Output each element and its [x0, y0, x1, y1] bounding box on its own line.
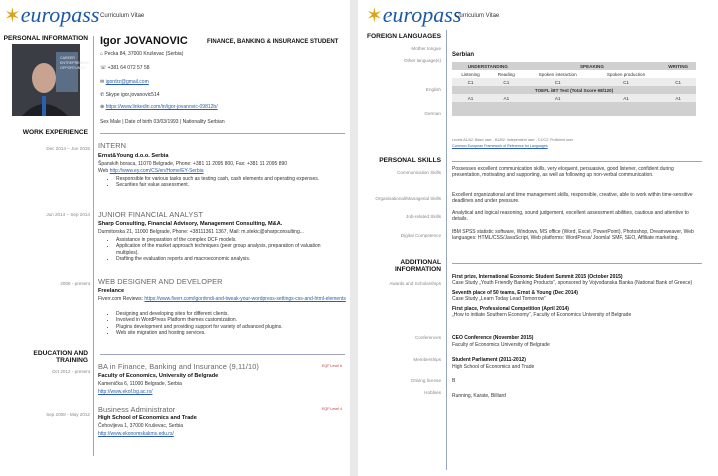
- language-name: English: [425, 87, 441, 92]
- skill-text: IBM SPSS statistic software, Windows, MS office (Word, Excel, PowerPoint), Photoshop, Dreamweaver, Web languages: HTML/CSS/JavaScript, Web platforms: WordPress/ Joomla! SMF, SEO, Affiliate marketing.: [452, 229, 694, 242]
- language-certificate: TOEFL iBT Test (Total Score 98/120): [534, 87, 614, 93]
- group-writing: WRITING: [668, 63, 689, 69]
- europass-logo: [4, 4, 99, 26]
- education-address: Kamenička 6, 11000 Belgrade, Serbia: [98, 381, 182, 387]
- job-duty: • Responsible for various tasks such as testing cash, cash elements and operating expenses.: [116, 176, 338, 182]
- education-date: Sep 2008 - May 2012: [46, 412, 90, 417]
- job-duty: • Securities fair value assessment.: [116, 182, 338, 188]
- europass-stars-icon: ✶: [4, 5, 21, 27]
- job-org: Ernst&Young d.o.o. Serbia: [98, 153, 169, 159]
- awards-list: [452, 274, 702, 318]
- membership-title: Student Parliament (2011-2012): [452, 357, 526, 363]
- website-link[interactable]: https://www.linkedin.com/in/igor-jovanovic-09812b/: [105, 104, 218, 110]
- address-text: Pecka 84, 37000 Kruševac (Serbia): [104, 51, 184, 57]
- subhead-spoken-interaction: Spoken interaction: [538, 71, 577, 77]
- section-work-experience: WORK EXPERIENCE: [22, 129, 88, 136]
- awards-label: Awards and Scholarships: [389, 281, 441, 286]
- job-date: Dec 2014 – Jun 2015: [46, 146, 90, 151]
- job-reviews-label: Fiverr.com Reviews:: [98, 296, 144, 302]
- language-levels-note: Levels A1/A2: Basic user - B1/B2: Independent user - C1/C2: Proficient user: [452, 138, 574, 142]
- skype-icon: ✆: [100, 92, 105, 98]
- award-description: Case Study „Learn Today Lead Tomorrow“: [452, 296, 546, 303]
- email-link[interactable]: igordrz@gmail.com: [105, 79, 149, 85]
- job-duties: [98, 176, 338, 189]
- phone-row: [100, 65, 150, 71]
- address-icon: ⌂: [100, 51, 104, 57]
- job-duty: • Web site migration and hosting services.: [116, 330, 338, 336]
- skill-label: Communication Skills: [397, 170, 441, 175]
- level-cell: C1: [675, 79, 682, 85]
- group-speaking: SPEAKING: [579, 63, 604, 69]
- driving-license-value: B: [452, 378, 456, 384]
- award-title: Seventh place of 50 teams, Ernst & Young (Dec 2014): [452, 289, 578, 296]
- subhead-spoken-production: Spoken production: [606, 71, 646, 77]
- job-web-link[interactable]: http://www.ey.com/CS/en/Home/EY-Serbia: [109, 168, 204, 174]
- education-date: Oct 2012 - present: [51, 369, 90, 374]
- job-address: Durmitorska 21, 11000 Belgrade, Phone: +38111361 1367, Mail: m.stekic@sharpconsulting...: [98, 229, 304, 235]
- job-duty: • Involved in WordPress Platform themes customization.: [116, 317, 338, 323]
- group-understanding: UNDERSTANDING: [467, 63, 508, 69]
- mother-tongue-label: Mother tongue: [411, 46, 441, 51]
- job-duty: • Designing and developing sites for different clients.: [116, 311, 338, 317]
- level-cell: C1: [503, 79, 510, 85]
- level-cell: A1: [675, 95, 681, 101]
- column-rule: [446, 30, 447, 470]
- conference-title: CEO Conference (November 2015): [452, 335, 534, 341]
- other-languages-label: Other language(s): [403, 58, 441, 63]
- education-divider: [100, 354, 345, 355]
- logo-text: europass: [382, 2, 462, 27]
- job-title: WEB DESIGNER AND DEVELOPER: [98, 277, 223, 286]
- skill-text: Possesses excellent communication skills, very eloquent, persuasive, good listener, confident during presentation, motivating and supporting, as well as following up non-verbal communication.: [452, 166, 674, 179]
- membership-description: High School of Economics and Trade: [452, 364, 535, 370]
- person-name: Igor JOVANOVIC: [100, 35, 188, 47]
- job-duties: [98, 237, 338, 263]
- job-org: Sharp Consulting, Financial Advisory, Management Consulting, M&A.: [98, 221, 283, 227]
- level-cell: A1: [503, 95, 510, 101]
- subhead-listening: Listening: [461, 71, 480, 77]
- language-name: German: [424, 111, 441, 116]
- language-certificate: [452, 102, 696, 116]
- eqf-level: EQF Level 4: [322, 407, 342, 411]
- eqf-level: EQF Level 6: [322, 364, 342, 368]
- job-title: JUNIOR FINANCIAL ANALYST: [98, 210, 204, 219]
- driving-license-label: Driving license: [411, 378, 441, 383]
- address-row: [100, 51, 183, 57]
- subhead-writing: [660, 70, 696, 78]
- cv-page-2: [358, 0, 718, 476]
- skill-text: Excellent organizational and time management skills, responsible, creative, able to work within time-sensitive deadlines and under pressure.: [452, 192, 693, 205]
- level-cell: C1: [467, 79, 474, 85]
- level-cell: A1: [554, 95, 561, 101]
- skill-text: Analytical and logical reasoning, sound judgement, excellent assessment abilities, cautious and attentive to details.: [452, 210, 689, 223]
- level-cell: A1: [467, 95, 474, 101]
- skill-label: Digital Competence: [400, 233, 441, 238]
- website-icon: ⊕: [100, 104, 105, 110]
- job-duties: [98, 311, 338, 337]
- job-web-link[interactable]: https://www.fiverr.com/igordrndi-and-tweak-your-wordpress-settings-css-and-html-elements: [144, 296, 346, 302]
- logo-text: europass: [20, 2, 100, 27]
- conference-description: Faculty of Economics University of Belgrade: [452, 342, 550, 348]
- job-date: Jun 2014 – Sep 2014: [46, 212, 90, 217]
- europass-logo: [366, 4, 461, 26]
- additional-divider: [452, 263, 702, 264]
- job-reviews-row: [98, 296, 348, 302]
- education-address: Čehovljeva 1, 37000 Kruševac, Serbia: [98, 423, 184, 429]
- skype-row: [100, 92, 160, 98]
- education-org: Faculty of Economics, University of Belgrade: [98, 373, 219, 379]
- memberships-label: Memberships: [413, 357, 441, 362]
- cv-page-1: [0, 0, 350, 476]
- education-title: BA in Finance, Banking and Insurance (9,11/10): [98, 362, 259, 371]
- job-date: 2006 - present: [60, 281, 90, 286]
- award-title: First place, Professional Competition (April 2014): [452, 305, 569, 312]
- skills-divider: [452, 161, 702, 162]
- section-personal-information: PERSONAL INFORMATION: [3, 35, 88, 42]
- level-cell: C1: [623, 79, 629, 85]
- profile-photo: [12, 44, 90, 116]
- job-title: INTERN: [98, 141, 127, 150]
- cv-label: Curriculum Vitae: [100, 13, 145, 19]
- level-cell: A1: [623, 95, 629, 101]
- section-education: EDUCATION AND TRAINING: [33, 350, 88, 364]
- skype-text: Skype igor.jovanovic514: [105, 92, 160, 98]
- other-language-value: Serbian: [452, 52, 475, 58]
- job-web-label: Web: [98, 168, 109, 174]
- column-rule: [93, 36, 94, 456]
- award-description: Case Study „Youth Friendly Banking Products“, sponsored by Vojvođanska Banka (National Bank of Greece): [452, 280, 693, 287]
- profile-photo-image: [12, 44, 90, 116]
- education-web-link[interactable]: http://www.ekof.bg.ac.rs/: [98, 389, 153, 395]
- page-gutter: [350, 0, 358, 476]
- education-title: Business Administrator: [98, 405, 176, 414]
- cv-label: Curriculum Vitae: [455, 13, 500, 19]
- cefr-link[interactable]: Common European Framework of Reference for Languages: [452, 144, 548, 148]
- section-personal-skills: PERSONAL SKILLS: [379, 157, 441, 164]
- section-additional-information: ADDITIONAL INFORMATION: [394, 259, 441, 273]
- level-cell: C1: [554, 79, 561, 85]
- education-web-link[interactable]: http://www.ekonomskakms.edu.rs/: [98, 431, 174, 437]
- job-duty: • Drafting the evaluation reports and macroeconomic analysis.: [116, 256, 338, 262]
- job-duty: • Plugins development and providing support for variety of advanced plugins.: [116, 324, 338, 330]
- website-row: [100, 104, 218, 110]
- conferences-label: Conferences: [414, 335, 441, 340]
- language-table: [452, 62, 696, 116]
- work-divider: [100, 133, 345, 134]
- skill-label: Job-related Skills: [406, 214, 441, 219]
- award-description: „How to initiate Southern Economy“, Faculty of Economics University of Belgrade: [452, 312, 632, 319]
- phone-text: +381 64 072 57 58: [107, 65, 150, 71]
- skill-label: Organisational/Managerial Skills: [375, 196, 441, 201]
- phone-icon: ☏: [100, 65, 107, 71]
- subhead-reading: Reading: [497, 71, 515, 77]
- hobbies-value: Running, Karate, Billiard: [452, 393, 506, 399]
- email-icon: ✉: [100, 79, 105, 85]
- personal-details: Sex Male | Date of birth 03/03/1993 | Nationality Serbian: [100, 119, 225, 125]
- target-position: FINANCE, BANKING & INSURANCE STUDENT: [207, 39, 339, 45]
- photo-caption: CAREER ENTREPRENEUR OPPORTUNITY: [60, 56, 90, 70]
- education-org: High School of Economics and Trade: [98, 415, 197, 421]
- email-row: [100, 79, 149, 85]
- job-duty: • Application of the market approach techniques (peer group analysis, preparation of valuation multiples).: [116, 243, 338, 256]
- job-duty: • Assistance in preparation of the complex DCF models.: [116, 237, 338, 243]
- hobbies-label: Hobbies: [424, 390, 441, 395]
- section-foreign-languages: FOREIGN LANGUAGES: [367, 33, 441, 40]
- job-address: Španskih boraca, 11070 Belgrade, Phone: +381 11 2095 800, Fax: +381 11 2095 890: [98, 161, 288, 167]
- job-web-row: [98, 168, 204, 174]
- europass-stars-icon: ✶: [366, 5, 383, 27]
- job-org: Freelance: [98, 288, 125, 294]
- award-title: First prize, International Economic Student Summit 2015 (October 2015): [452, 274, 623, 280]
